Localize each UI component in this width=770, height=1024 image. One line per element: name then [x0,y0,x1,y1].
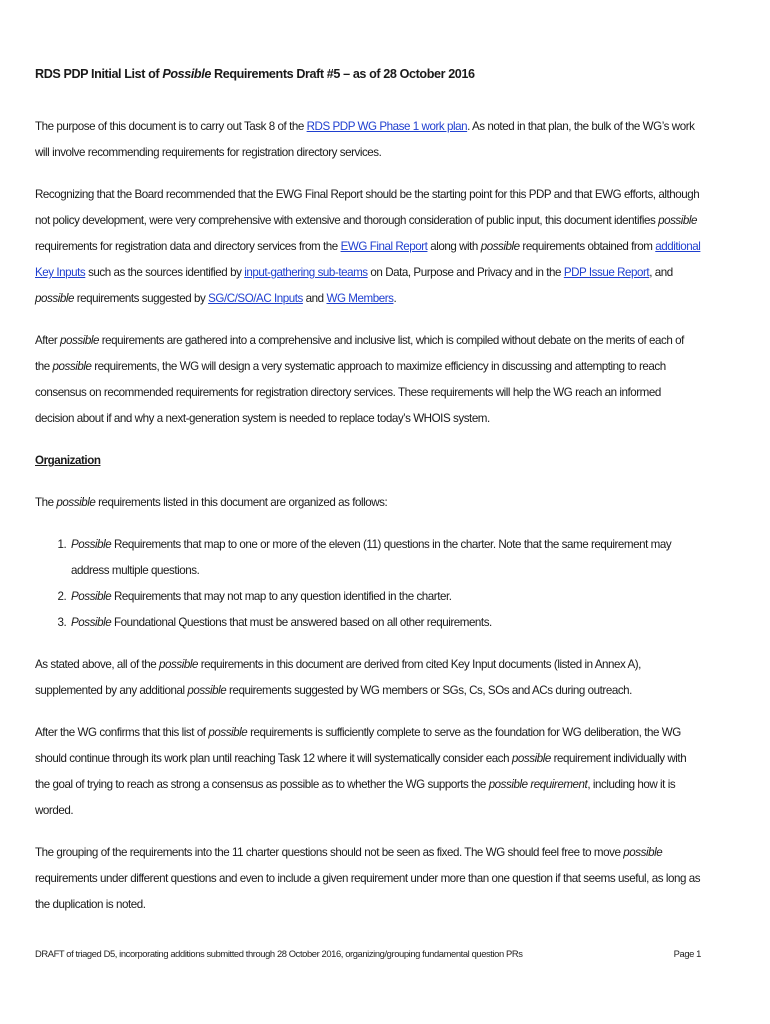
page-footer [35,948,701,959]
title-italic: Possible [162,67,211,81]
approach-paragraph: After possible requirements are gathered into a comprehensive and inclusive list, which is compiled without debate on the merits of each of the possible requirements, the WG will design a very systematic approach to maximize efficiency in discussing and attempting to reach consensus on recommended requirements for registration directory services. These requirements will help the WG reach an informed decision about if and why a next-generation system is needed to replace today’s WHOIS system. [35,334,684,425]
ewg-final-report-link[interactable]: EWG Final Report [340,240,428,253]
wg-members-link[interactable]: WG Members [326,292,394,305]
deliberation-paragraph: After the WG confirms that this list of possible requirements is sufficiently complete to serve as the foundation for WG deliberation, the WG should continue through its work plan until reaching Task 12 where it will systematically consider each possible requirement individually with the goal of trying to reach as strong a consensus as possible as to whether the WG supports the possible requirement, including how it is worded. [35,726,687,817]
key-inputs-link[interactable]: additional Key Inputs [35,240,701,279]
organization-list [35,532,701,636]
grouping-paragraph: The grouping of the requirements into the 11 charter questions should not be seen as fixed. The WG should feel free to move possible requirements under different questions and even to include a given requirement under more than one question if that seems useful, as long as the duplication is noted. [35,846,701,911]
list-item: 1. Possible Requirements that map to one or more of the eleven (11) questions in the charter. Note that the same requirement may address multiple questions. [69,532,701,584]
sub-teams-link[interactable]: input-gathering sub-teams [244,266,368,279]
board-paragraph: Recognizing that the Board recommended that the EWG Final Report should be the starting point for this PDP and that EWG efforts, although not policy development, were very comprehensive with extensive and thorough consideration of public input, this document identifies possible requirements for registration data and directory services from the EWG Final Report along with possible requirements obtained from additional Key Inputs such as the sources identified by input-gathering sub-teams on Data, Purpose and Privacy and in the PDP Issue Report, and possible requirements suggested by SG/C/SO/AC Inputs and WG Members. [35,188,701,305]
footer-draft-note: DRAFT of triaged D5, incorporating additions submitted through 28 October 2016, organizing/grouping fundamental question PRs [35,948,523,959]
purpose-paragraph: The purpose of this document is to carry out Task 8 of the RDS PDP WG Phase 1 work plan. As noted in that plan, the bulk of the WG’s work will involve recommending requirements for registration directory services. [35,120,695,159]
organization-heading: Organization [35,454,101,467]
organization-intro: The possible requirements listed in this document are organized as follows: [35,496,388,509]
work-plan-link[interactable]: RDS PDP WG Phase 1 work plan [306,120,468,133]
list-item: 2. Possible Requirements that may not map to any question identified in the charter. [69,584,701,610]
document-title: RDS PDP Initial List of Possible Requirements Draft #5 – as of 28 October 2016 [35,67,475,81]
list-item: 3. Possible Foundational Questions that must be answered based on all other requirements. [69,610,701,636]
page-number: Page 1 [673,948,701,959]
document-body [35,64,701,934]
issue-report-link[interactable]: PDP Issue Report [563,266,650,279]
sgc-inputs-link[interactable]: SG/C/SO/AC Inputs [208,292,303,305]
derivation-paragraph: As stated above, all of the possible requirements in this document are derived from cited Key Input documents (listed in Annex A), supplemented by any additional possible requirements suggested by WG members or SGs, Cs, SOs and ACs during outreach. [35,658,641,697]
